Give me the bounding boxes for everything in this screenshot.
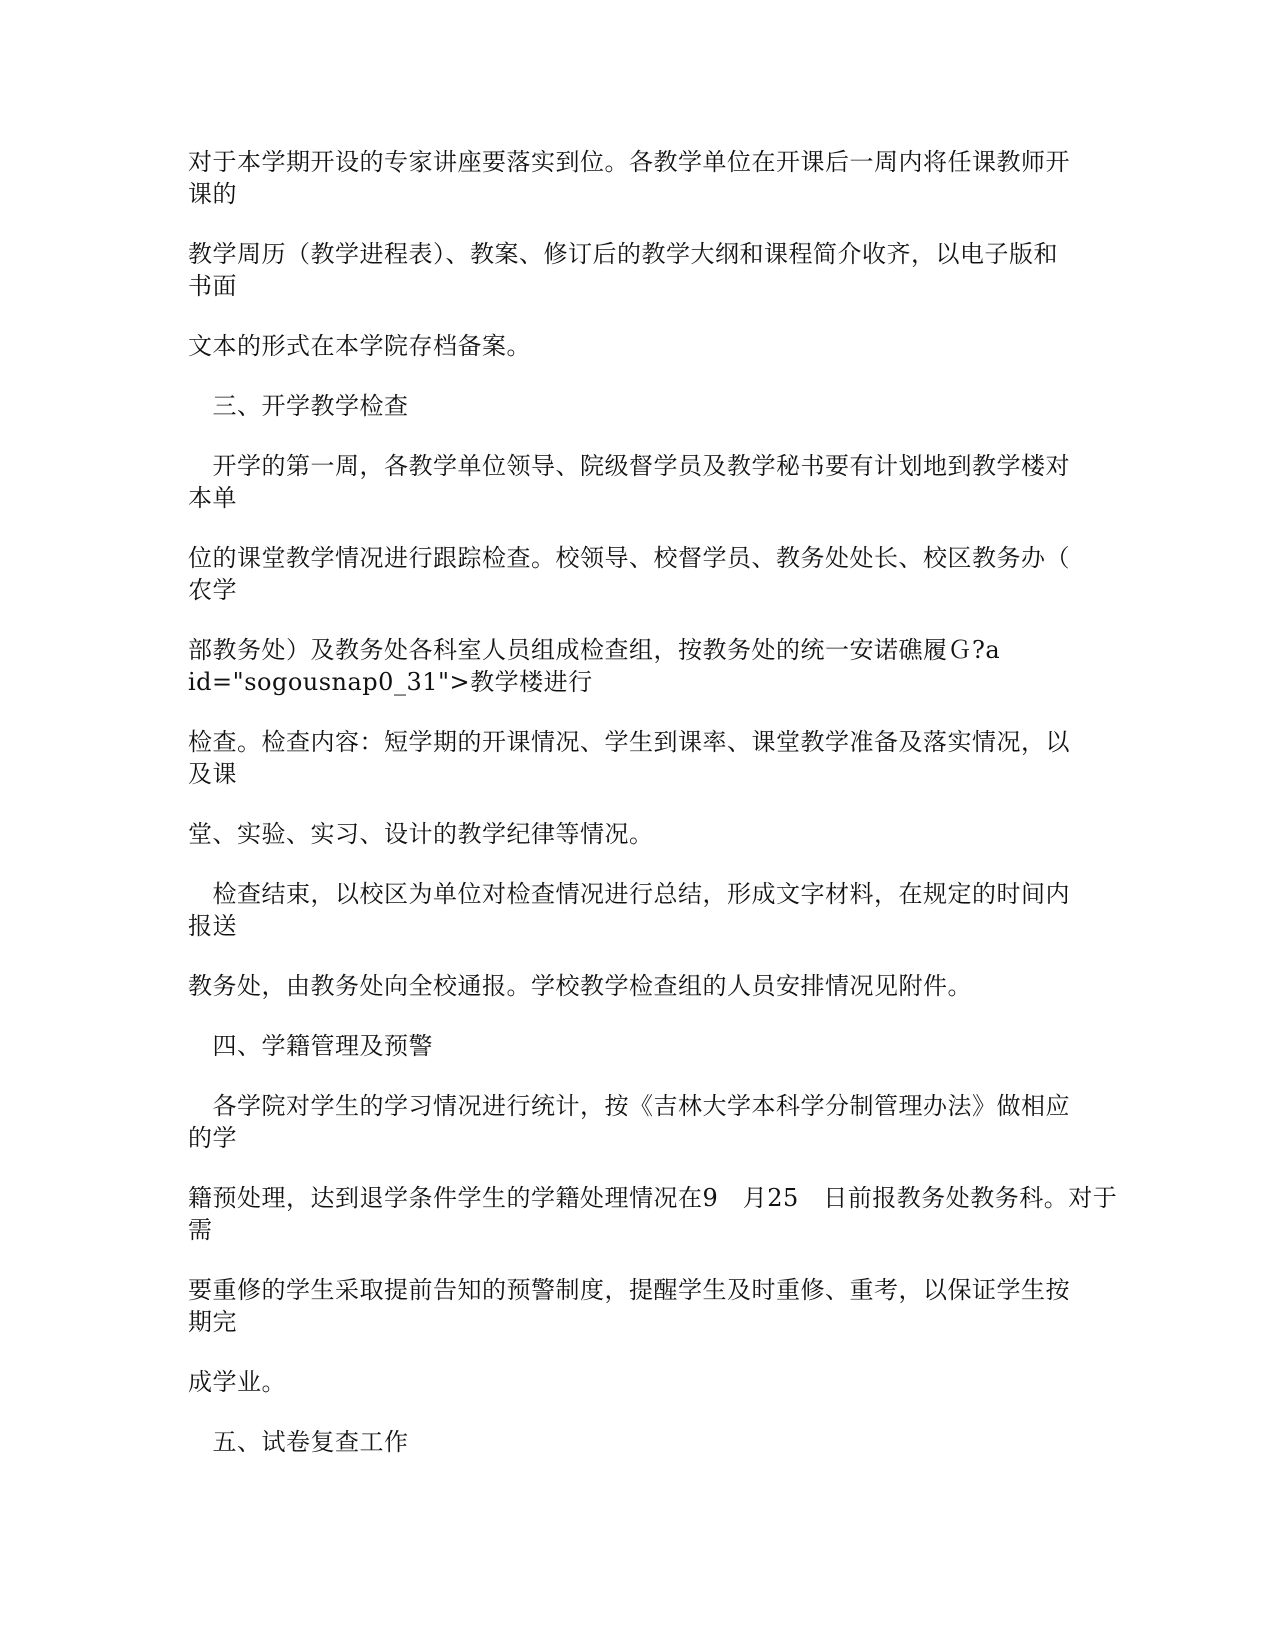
- paragraph: [188, 634, 1088, 698]
- document-body: [188, 146, 1118, 1486]
- text-line: 需: [188, 1216, 213, 1244]
- text-line: 位的课堂教学情况进行跟踪检查。校领导、校督学员、教务处处长、校区教务办（: [188, 544, 1070, 572]
- paragraph: [188, 1274, 1088, 1338]
- text-line: 的学: [188, 1124, 237, 1152]
- paragraph: [188, 1366, 1088, 1398]
- text-line: 检查结束，以校区为单位对检查情况进行总结，形成文字材料，在规定的时间内: [188, 880, 1070, 908]
- text-line: 文本的形式在本学院存档备案。: [188, 332, 531, 360]
- text-line: 检查。检查内容：短学期的开课情况、学生到课率、课堂教学准备及落实情况，以: [188, 728, 1070, 756]
- text-line: 部教务处）及教务处各科室人员组成检查组，按教务处的统一安诺礁履Ｇ?a: [188, 636, 1001, 664]
- paragraph: [188, 390, 1088, 422]
- paragraph: [188, 970, 1088, 1002]
- paragraph: [188, 238, 1088, 302]
- text-line: 课的: [188, 180, 237, 208]
- text-line: 堂、实验、实习、设计的教学纪律等情况。: [188, 820, 654, 848]
- text-line: 三、开学教学检查: [188, 392, 409, 420]
- text-line: 及课: [188, 760, 237, 788]
- paragraph: [188, 1426, 1088, 1458]
- paragraph: [188, 450, 1088, 514]
- text-line: 各学院对学生的学习情况进行统计，按《吉林大学本科学分制管理办法》做相应: [188, 1092, 1070, 1120]
- text-line: 教务处，由教务处向全校通报。学校教学检查组的人员安排情况见附件。: [188, 972, 972, 1000]
- paragraph: [188, 330, 1088, 362]
- text-line: 五、试卷复查工作: [188, 1428, 409, 1456]
- paragraph: [188, 1090, 1088, 1154]
- paragraph: [188, 818, 1088, 850]
- paragraph: [188, 878, 1088, 942]
- text-line: 书面: [188, 272, 237, 300]
- text-line: 教学周历（教学进程表）、教案、修订后的教学大纲和课程简介收齐，以电子版和: [188, 240, 1058, 268]
- text-line: 籍预处理，达到退学条件学生的学籍处理情况在9 月25 日前报教务处教务科。对于: [188, 1184, 1118, 1212]
- text-line: id="sogousnap0_31">教学楼进行: [188, 668, 593, 696]
- paragraph: [188, 1030, 1088, 1062]
- paragraph: [188, 542, 1088, 606]
- paragraph: [188, 726, 1088, 790]
- text-line: 农学: [188, 576, 237, 604]
- paragraph: [188, 146, 1088, 210]
- text-line: 本单: [188, 484, 237, 512]
- text-line: 开学的第一周，各教学单位领导、院级督学员及教学秘书要有计划地到教学楼对: [188, 452, 1070, 480]
- text-line: 报送: [188, 912, 237, 940]
- text-line: 四、学籍管理及预警: [188, 1032, 433, 1060]
- text-line: 要重修的学生采取提前告知的预警制度，提醒学生及时重修、重考，以保证学生按: [188, 1276, 1070, 1304]
- text-line: 期完: [188, 1308, 237, 1336]
- text-line: 成学业。: [188, 1368, 286, 1396]
- text-line: 对于本学期开设的专家讲座要落实到位。各教学单位在开课后一周内将任课教师开: [188, 148, 1070, 176]
- paragraph: [188, 1182, 1118, 1246]
